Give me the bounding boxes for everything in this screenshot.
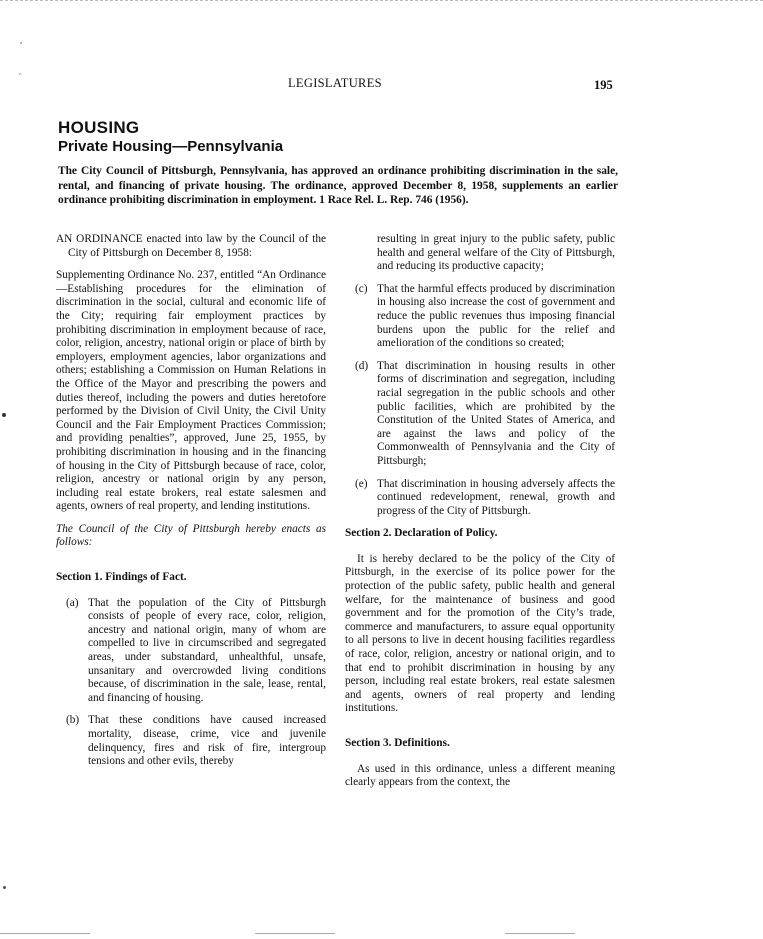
item-label: (b) — [66, 714, 80, 727]
summary-paragraph: The City Council of Pittsburgh, Pennsylvania, has approved an ordinance prohibiting discrimination in the sale, rental, and financing of private housing. The ordinance, approved December 8, 1958, supplements an earlier ordinance prohibiting discrimination in employment. 1 Race Rel. L. Rep. 746 (1956). — [58, 165, 618, 206]
finding-e — [350, 478, 615, 519]
item-label: (e) — [355, 477, 368, 490]
section-2-text: It is hereby declared to be the policy of the City of Pittsburgh, in the exercise of its police power for the protection of the public safety, public health and general welfare, for the maintenance of business and good government and for the promotion of the City’s trade, commerce and manufacturers, to assure equal opportunity to all persons to live in decent housing facilities regardless of race, color, religion, ancestry or national origin, and to that end to prohibit discrimination in housing by any person, including real estate brokers, real estate salesmen and agents, owners of real property and lending institutions. — [345, 552, 615, 715]
running-head: LEGISLATURES — [288, 76, 382, 90]
finding-c — [350, 283, 615, 351]
section-2-heading: Section 2. Declaration of Policy. — [345, 527, 498, 540]
item-text: That discrimination in housing results in other forms of discrimination and segregation, including racial segregation in the public schools and other public facilities, which are prohibited by the Constitution of the United States of America, and are against the laws and policy of the Commonwealth of Pennsylvania and the City of Pittsburgh; — [377, 359, 615, 467]
subsection-title: Private Housing—Pennsylvania — [58, 138, 284, 155]
scan-edge-line — [0, 0, 763, 1]
ordinance-intro: AN ORDINANCE enacted into law by the Council of the City of Pittsburgh on December 8, 1958: — [56, 233, 326, 259]
scan-mark: ´ — [18, 72, 22, 84]
right-column — [345, 233, 615, 799]
finding-d — [350, 360, 615, 469]
section-3-heading: Section 3. Definitions. — [345, 737, 450, 749]
enacting-clause: The Council of the City of Pittsburgh hereby enacts as follows: — [56, 522, 326, 549]
supplement-paragraph: Supplementing Ordinance No. 237, entitled “An Ordinance—Establishing procedures for the elimination of discrimination in the social, cultural and economic life of the City; requiring fair employment practices by prohibiting discrimination in employment because of race, color, religion, ancestry, national origin or place of birth by employers, employment agencies, labor organizations and others; establishing a Commission on Human Relations in the Office of the Mayor and prescribing the powers and duties thereof, including the powers and duties heretofore performed by the Division of Civil Unity, the Civil Unity Council and the Fair Employment Practices Commission; and providing penalties”, approved, June 25, 1955, by prohibiting discrimination in housing and in the financing of housing in the City of Pittsburgh because of race, color, religion, ancestry or national origin by any person, including real estate brokers, real estate salesmen and agents, owners of real property, and lending institutions. — [56, 269, 326, 513]
finding-b-continued: resulting in great injury to the public safety, public health and general welfare of the City of Pittsburgh, and reducing its productive capacity; — [377, 233, 615, 273]
finding-a — [61, 597, 326, 706]
section-3-text: As used in this ordinance, unless a different meaning clearly appears from the context, the — [345, 762, 615, 789]
section-title: HOUSING — [58, 118, 140, 137]
finding-b — [61, 714, 326, 768]
left-column — [56, 233, 326, 778]
section-1-heading: Section 1. Findings of Fact. — [56, 571, 187, 584]
item-text: That these conditions have caused increased mortality, disease, crime, vice and juvenile delinquency, fires and risk of fire, intergroup tensions and other evils, thereby — [88, 714, 326, 768]
scan-edge-line — [0, 933, 90, 934]
item-text: That the harmful effects produced by discrimination in housing also increase the cost of government and reduce the public revenues thus imposing financial burdens upon the public for the relief and amelioration of the conditions so created; — [377, 282, 615, 350]
item-text: That the population of the City of Pittsburgh consists of people of every race, color, religion, ancestry and national origin, many of whom are compelled to live in circumscribed and segregated areas, under substandard, unhealthful, unsafe, unsanitary and overcrowded living conditions because, of discrimination in the sale, lease, rental, and financing of housing. — [88, 596, 326, 704]
item-label: (d) — [355, 359, 369, 372]
scan-edge-line — [255, 933, 335, 934]
scan-dot — [3, 886, 6, 889]
scan-edge-line — [505, 933, 575, 934]
item-label: (a) — [66, 596, 79, 609]
page-number: 195 — [594, 78, 613, 92]
item-text: That discrimination in housing adversely affects the continued redevelopment, renewal, growth and progress of the City of Pittsburgh. — [377, 477, 615, 517]
scan-mark: ′ — [20, 40, 23, 52]
scan-dot — [2, 413, 6, 417]
item-label: (c) — [355, 282, 368, 295]
